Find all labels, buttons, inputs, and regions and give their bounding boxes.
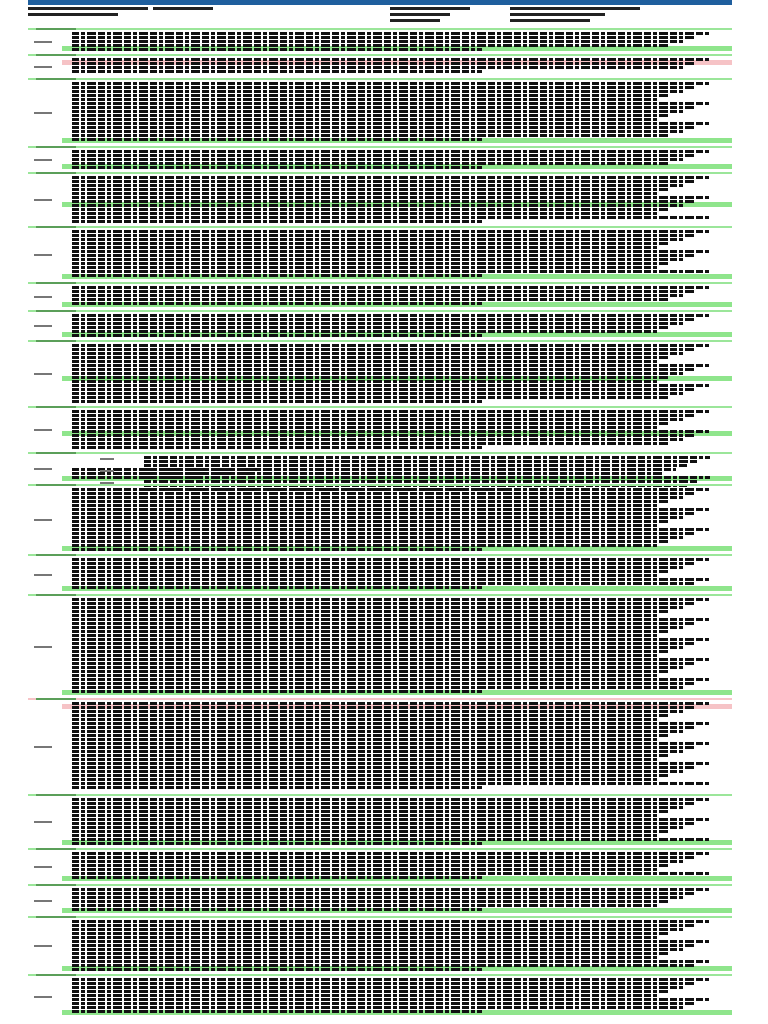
text-line <box>72 158 683 161</box>
text-line <box>72 376 670 379</box>
text-line <box>72 488 709 491</box>
text-line <box>72 742 709 745</box>
text-line <box>72 298 670 301</box>
text-line <box>72 196 709 199</box>
text-line <box>72 58 709 61</box>
text-line <box>72 738 657 741</box>
text-line <box>72 896 683 899</box>
text-line <box>72 798 709 801</box>
text-line <box>72 66 683 69</box>
text-line <box>72 960 709 963</box>
text-line <box>72 626 683 629</box>
text-line <box>72 500 670 503</box>
text-line <box>72 702 709 705</box>
text-line <box>72 192 657 195</box>
text-line <box>72 154 696 157</box>
text-line <box>72 630 670 633</box>
text-line <box>72 322 683 325</box>
table-row <box>28 850 732 882</box>
text-line <box>72 598 709 601</box>
text-line <box>72 262 670 265</box>
text-line <box>72 356 670 359</box>
row-label-mark <box>34 373 52 375</box>
text-line <box>72 414 696 417</box>
text-line <box>72 230 709 233</box>
text-line <box>72 642 696 645</box>
row-content <box>72 976 722 1016</box>
text-line <box>72 814 657 817</box>
text-line <box>72 876 482 879</box>
row-content <box>72 850 722 882</box>
text-line <box>72 520 670 523</box>
text-line <box>72 566 683 569</box>
text-line <box>72 718 657 721</box>
text-line <box>72 318 696 321</box>
table-row <box>28 596 732 696</box>
text-line <box>72 562 696 565</box>
text-line <box>72 786 482 789</box>
text-line <box>72 532 696 535</box>
table-row <box>28 284 732 308</box>
table-row <box>28 454 732 482</box>
text-line <box>72 212 657 215</box>
text-line <box>72 944 696 947</box>
text-line <box>72 90 683 93</box>
text-line <box>72 334 482 337</box>
text-line <box>72 986 683 989</box>
text-line <box>72 302 482 305</box>
text-line <box>144 472 664 475</box>
text-line <box>72 86 696 89</box>
nested-row-label <box>100 470 114 472</box>
text-line <box>72 330 657 333</box>
text-line <box>72 570 670 573</box>
text-line <box>72 150 709 153</box>
text-line <box>72 904 657 907</box>
table-row <box>28 148 732 170</box>
text-line <box>72 750 683 753</box>
text-line <box>72 726 696 729</box>
text-line <box>72 418 683 421</box>
text-line <box>72 948 683 951</box>
text-line <box>144 464 687 467</box>
row-label-mark <box>34 900 52 902</box>
row-content <box>72 796 722 846</box>
text-line <box>72 496 683 499</box>
text-line <box>72 258 683 261</box>
row-label-mark <box>34 199 52 201</box>
text-line <box>72 602 696 605</box>
text-line <box>72 586 482 589</box>
text-line <box>72 238 683 241</box>
header-info <box>28 6 732 28</box>
text-line <box>144 468 676 471</box>
text-line <box>72 810 670 813</box>
nested-row-label <box>100 458 114 460</box>
text-line <box>72 270 709 273</box>
text-line <box>72 540 670 543</box>
row-content <box>72 30 722 52</box>
text-line <box>72 360 657 363</box>
text-line <box>72 678 709 681</box>
text-line <box>72 364 709 367</box>
text-line <box>72 864 670 867</box>
row-content <box>72 596 722 696</box>
row-content <box>72 228 722 280</box>
row-label-mark <box>34 945 52 947</box>
table-row <box>28 312 732 338</box>
text-line <box>72 924 696 927</box>
row-label-mark <box>34 821 52 823</box>
table-row <box>28 886 732 914</box>
table-row <box>28 918 732 972</box>
text-line <box>72 834 657 837</box>
text-line <box>72 528 709 531</box>
row-content <box>72 486 722 552</box>
row-content <box>72 408 722 450</box>
text-line <box>72 208 670 211</box>
text-line <box>72 516 683 519</box>
text-line <box>144 456 710 459</box>
table-row <box>28 56 732 76</box>
text-line <box>72 396 670 399</box>
text-line <box>72 44 670 47</box>
text-line <box>72 40 683 43</box>
text-line <box>72 806 683 809</box>
text-line <box>72 176 709 179</box>
text-line <box>72 762 709 765</box>
text-line <box>72 670 670 673</box>
text-line <box>72 94 670 97</box>
text-line <box>72 722 709 725</box>
row-content <box>72 918 722 972</box>
text-line <box>72 940 709 943</box>
text-line <box>72 868 657 871</box>
text-line <box>72 982 696 985</box>
text-line <box>72 758 657 761</box>
text-line <box>72 734 670 737</box>
text-line <box>72 114 670 117</box>
table-row <box>28 174 732 224</box>
text-line <box>72 130 683 133</box>
text-line <box>72 900 670 903</box>
row-label-mark <box>34 41 52 43</box>
text-line <box>72 166 482 169</box>
text-line <box>72 852 709 855</box>
table-row <box>28 80 732 144</box>
row-content <box>72 148 722 170</box>
text-line <box>72 730 683 733</box>
text-line <box>72 438 683 441</box>
table-row <box>28 30 732 52</box>
text-line <box>72 290 696 293</box>
text-line <box>72 352 683 355</box>
table-row <box>28 976 732 1016</box>
text-line <box>72 860 683 863</box>
text-line <box>72 536 683 539</box>
row-label-mark <box>34 866 52 868</box>
row-label-mark <box>34 254 52 256</box>
row-content <box>72 174 722 224</box>
text-line <box>72 998 709 1001</box>
text-line <box>72 492 696 495</box>
text-line <box>72 422 670 425</box>
text-line <box>72 578 709 581</box>
text-line <box>72 956 657 959</box>
text-line <box>72 326 670 329</box>
text-line <box>72 294 683 297</box>
text-line <box>72 574 657 577</box>
row-label-mark <box>34 746 52 748</box>
text-line <box>72 818 709 821</box>
text-line <box>72 372 683 375</box>
text-line <box>72 274 482 277</box>
text-line <box>72 822 696 825</box>
text-line <box>72 622 696 625</box>
table-row <box>28 796 732 846</box>
text-line <box>72 928 683 931</box>
text-line <box>72 978 709 981</box>
text-line <box>72 380 657 383</box>
text-line <box>72 778 657 781</box>
text-line <box>72 610 670 613</box>
text-line <box>72 102 709 105</box>
text-line <box>72 384 709 387</box>
text-line <box>72 134 670 137</box>
text-line <box>144 476 710 479</box>
text-line <box>72 892 696 895</box>
row-content <box>72 886 722 914</box>
text-line <box>72 582 696 585</box>
text-line <box>72 646 683 649</box>
text-line <box>72 920 709 923</box>
text-line <box>72 856 696 859</box>
text-line <box>72 706 696 709</box>
table-row <box>28 700 732 792</box>
text-line <box>72 254 696 257</box>
row-content <box>72 284 722 308</box>
text-line <box>72 368 696 371</box>
text-line <box>72 614 657 617</box>
text-line <box>72 1006 683 1009</box>
text-line <box>72 964 696 967</box>
text-line <box>72 106 696 109</box>
text-line <box>72 932 670 935</box>
text-line <box>144 480 699 483</box>
text-line <box>72 220 482 223</box>
text-line <box>72 446 482 449</box>
row-label-mark <box>34 996 52 998</box>
text-line <box>72 392 683 395</box>
row-label-mark <box>34 468 52 470</box>
text-line <box>72 936 657 939</box>
text-line <box>72 872 709 875</box>
text-line <box>72 242 670 245</box>
row-label-mark <box>34 325 52 327</box>
row-label-mark <box>34 66 52 68</box>
text-line <box>72 524 657 527</box>
row-label-mark <box>34 112 52 114</box>
text-line <box>72 952 670 955</box>
text-line <box>72 802 696 805</box>
text-line <box>72 690 482 693</box>
row-content <box>72 342 722 404</box>
text-line <box>72 266 657 269</box>
text-line <box>72 98 657 101</box>
text-line <box>72 36 696 39</box>
row-label-mark <box>34 646 52 648</box>
row-content <box>72 556 722 592</box>
text-line <box>72 200 696 203</box>
row-label-mark <box>34 574 52 576</box>
text-line <box>72 838 709 841</box>
table-row <box>28 556 732 592</box>
text-line <box>72 754 670 757</box>
text-line <box>72 1010 482 1013</box>
text-line <box>72 634 657 637</box>
header-bar <box>28 0 732 5</box>
nested-table <box>144 456 722 466</box>
text-line <box>72 686 683 689</box>
text-line <box>72 216 709 219</box>
text-line <box>72 180 696 183</box>
text-line <box>72 994 657 997</box>
text-line <box>72 710 683 713</box>
text-line <box>72 990 670 993</box>
row-label-mark <box>34 519 52 521</box>
text-line <box>72 606 683 609</box>
text-line <box>144 460 699 463</box>
text-line <box>72 548 482 551</box>
text-line <box>72 246 657 249</box>
table-row <box>28 408 732 450</box>
text-line <box>72 126 696 129</box>
text-line <box>72 544 657 547</box>
text-line <box>72 118 657 121</box>
text-line <box>72 558 709 561</box>
text-line <box>72 162 670 165</box>
text-line <box>72 842 482 845</box>
text-line <box>72 48 482 51</box>
text-line <box>72 512 696 515</box>
row-label-mark <box>34 429 52 431</box>
text-line <box>72 434 696 437</box>
text-line <box>72 388 696 391</box>
row-content <box>72 80 722 144</box>
text-line <box>72 508 709 511</box>
page-title <box>308 0 508 5</box>
text-line <box>72 348 696 351</box>
text-line <box>72 82 709 85</box>
text-line <box>72 314 709 317</box>
text-line <box>72 830 670 833</box>
text-line <box>72 286 709 289</box>
row-content <box>72 700 722 792</box>
table-row <box>28 486 732 552</box>
table-row <box>28 228 732 280</box>
text-line <box>72 766 696 769</box>
text-line <box>72 746 696 749</box>
text-line <box>72 662 696 665</box>
row-content <box>72 56 722 76</box>
text-line <box>72 774 670 777</box>
text-line <box>72 908 482 911</box>
text-line <box>72 650 670 653</box>
text-line <box>72 430 709 433</box>
text-line <box>72 638 709 641</box>
table-row <box>28 342 732 404</box>
text-line <box>72 62 696 65</box>
text-line <box>72 122 709 125</box>
text-line <box>72 400 482 403</box>
text-line <box>72 782 709 785</box>
text-line <box>72 682 696 685</box>
row-label-mark <box>34 159 52 161</box>
text-line <box>72 426 657 429</box>
text-line <box>72 410 709 413</box>
text-line <box>72 714 670 717</box>
text-line <box>72 32 709 35</box>
text-line <box>72 344 709 347</box>
text-line <box>72 770 683 773</box>
text-line <box>72 654 657 657</box>
text-line <box>72 658 709 661</box>
text-line <box>72 234 696 237</box>
text-line <box>72 674 657 677</box>
text-line <box>72 184 683 187</box>
text-line <box>72 110 683 113</box>
text-line <box>72 442 670 445</box>
text-line <box>72 968 482 971</box>
text-line <box>72 250 709 253</box>
text-line <box>72 504 657 507</box>
text-line <box>72 138 482 141</box>
text-line <box>72 826 683 829</box>
text-line <box>72 618 709 621</box>
text-line <box>72 888 709 891</box>
row-label-mark <box>34 296 52 298</box>
text-line <box>72 1002 696 1005</box>
row-content <box>72 312 722 338</box>
text-line <box>72 188 670 191</box>
text-line <box>72 666 683 669</box>
text-line <box>72 70 482 73</box>
text-line <box>72 204 683 207</box>
